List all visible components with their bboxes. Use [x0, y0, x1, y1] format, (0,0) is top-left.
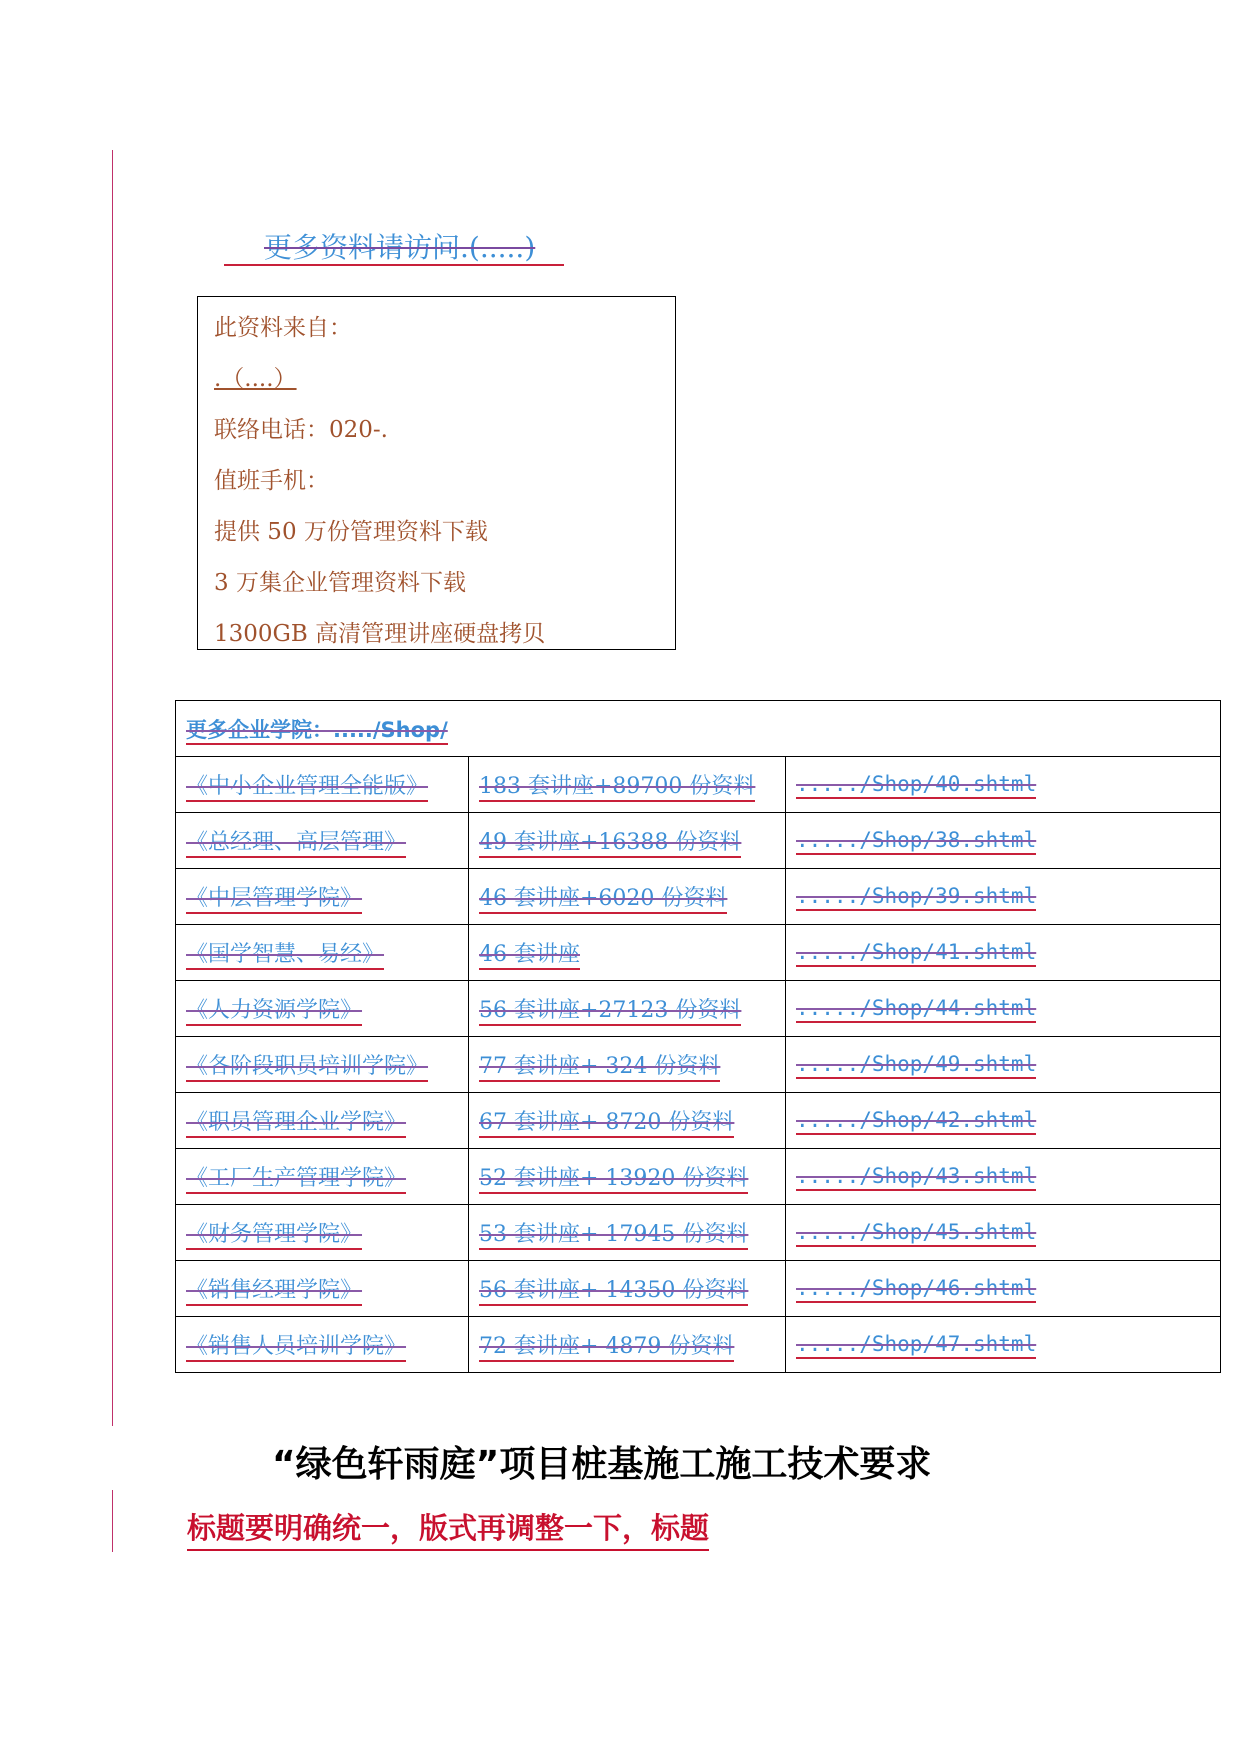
academy-name-link[interactable]: 《职员管理企业学院》	[186, 1110, 406, 1138]
academy-content-link[interactable]: 53 套讲座+ 17945 份资料	[479, 1222, 748, 1250]
table-cell	[176, 1037, 469, 1093]
table-row	[176, 757, 1221, 813]
table-cell	[469, 1317, 786, 1373]
table-cell	[176, 1149, 469, 1205]
academy-name-link[interactable]: 《销售经理学院》	[186, 1278, 362, 1306]
table-row	[176, 813, 1221, 869]
source-site-link[interactable]: .（....）	[214, 366, 297, 392]
table-cell	[786, 1205, 1221, 1261]
table-cell	[469, 757, 786, 813]
table-cell	[786, 981, 1221, 1037]
revision-margin-bar	[112, 1490, 113, 1552]
table-row	[176, 1261, 1221, 1317]
table-row	[176, 1149, 1221, 1205]
academy-content-link[interactable]: 49 套讲座+16388 份资料	[479, 830, 741, 858]
academy-name-link[interactable]: 《总经理、高层管理》	[186, 830, 406, 858]
table-cell	[469, 1093, 786, 1149]
table-cell	[469, 869, 786, 925]
revision-margin-bar	[112, 150, 113, 1426]
table-cell	[176, 1317, 469, 1373]
source-line: 提供 50 万份管理资料下载	[214, 519, 488, 545]
source-line: 3 万集企业管理资料下载	[214, 570, 466, 596]
academy-url-link[interactable]: ...../Shop/47.shtml	[796, 1332, 1036, 1359]
table-cell	[786, 925, 1221, 981]
academy-name-link[interactable]: 《各阶段职员培训学院》	[186, 1054, 428, 1082]
academy-name-link[interactable]: 《财务管理学院》	[186, 1222, 362, 1250]
academy-name-link[interactable]: 《中层管理学院》	[186, 886, 362, 914]
academy-shop-link[interactable]: 更多企业学院：...../Shop/	[186, 718, 448, 745]
academy-content-link[interactable]: 56 套讲座+27123 份资料	[479, 998, 741, 1026]
table-row	[176, 869, 1221, 925]
table-cell	[176, 869, 469, 925]
document-title: “绿色轩雨庭”项目桩基施工施工技术要求	[272, 1444, 932, 1485]
visit-link[interactable]: 更多资料请访问.(.....)	[264, 231, 536, 264]
academy-name-link[interactable]: 《国学智慧、易经》	[186, 942, 384, 970]
academy-content-link[interactable]: 77 套讲座+ 324 份资料	[479, 1054, 720, 1082]
table-row	[176, 981, 1221, 1037]
revision-comment: 标题要明确统一，版式再调整一下，标题	[187, 1506, 709, 1551]
academy-name-link[interactable]: 《销售人员培训学院》	[186, 1334, 406, 1362]
source-line: 值班手机：	[214, 468, 329, 494]
table-cell	[786, 1261, 1221, 1317]
table-row	[176, 1093, 1221, 1149]
academy-url-link[interactable]: ...../Shop/41.shtml	[796, 940, 1036, 967]
table-cell	[469, 813, 786, 869]
table-cell	[176, 813, 469, 869]
academy-content-link[interactable]: 46 套讲座	[479, 942, 580, 970]
table-cell	[786, 1093, 1221, 1149]
table-row	[176, 925, 1221, 981]
table-cell	[176, 1093, 469, 1149]
academy-url-link[interactable]: ...../Shop/38.shtml	[796, 828, 1036, 855]
table-cell	[786, 1037, 1221, 1093]
table-header-row	[176, 701, 1221, 757]
table-cell	[176, 1205, 469, 1261]
academy-url-link[interactable]: ...../Shop/39.shtml	[796, 884, 1036, 911]
academy-content-link[interactable]: 67 套讲座+ 8720 份资料	[479, 1110, 734, 1138]
table-cell	[469, 925, 786, 981]
academy-name-link[interactable]: 《工厂生产管理学院》	[186, 1166, 406, 1194]
table-cell	[469, 1037, 786, 1093]
academy-content-link[interactable]: 52 套讲座+ 13920 份资料	[479, 1166, 748, 1194]
table-cell	[469, 1149, 786, 1205]
source-line: 1300GB 高清管理讲座硬盘拷贝	[214, 621, 546, 647]
academy-table	[175, 700, 1221, 1373]
academy-url-link[interactable]: ...../Shop/40.shtml	[796, 772, 1036, 799]
table-row	[176, 1037, 1221, 1093]
table-cell	[176, 757, 469, 813]
table-row	[176, 1205, 1221, 1261]
academy-content-link[interactable]: 183 套讲座+89700 份资料	[479, 774, 755, 802]
table-cell	[176, 1261, 469, 1317]
academy-content-link[interactable]: 72 套讲座+ 4879 份资料	[479, 1334, 734, 1362]
table-cell	[786, 757, 1221, 813]
academy-name-link[interactable]: 《人力资源学院》	[186, 998, 362, 1026]
table-cell	[786, 813, 1221, 869]
table-cell	[786, 869, 1221, 925]
table-cell	[786, 1149, 1221, 1205]
table-cell	[786, 1317, 1221, 1373]
table-cell	[176, 981, 469, 1037]
table-cell	[469, 1205, 786, 1261]
academy-url-link[interactable]: ...../Shop/42.shtml	[796, 1108, 1036, 1135]
source-info-box	[197, 296, 676, 650]
table-cell	[469, 981, 786, 1037]
academy-url-link[interactable]: ...../Shop/49.shtml	[796, 1052, 1036, 1079]
source-line: 此资料来自：	[214, 315, 352, 341]
academy-name-link[interactable]: 《中小企业管理全能版》	[186, 774, 428, 802]
table-cell	[176, 925, 469, 981]
source-line: 联络电话：020-.	[214, 417, 388, 443]
academy-url-link[interactable]: ...../Shop/43.shtml	[796, 1164, 1036, 1191]
table-cell	[469, 1261, 786, 1317]
academy-url-link[interactable]: ...../Shop/44.shtml	[796, 996, 1036, 1023]
visit-link-underline	[224, 264, 564, 266]
academy-content-link[interactable]: 46 套讲座+6020 份资料	[479, 886, 727, 914]
academy-content-link[interactable]: 56 套讲座+ 14350 份资料	[479, 1278, 748, 1306]
academy-url-link[interactable]: ...../Shop/45.shtml	[796, 1220, 1036, 1247]
table-row	[176, 1317, 1221, 1373]
academy-url-link[interactable]: ...../Shop/46.shtml	[796, 1276, 1036, 1303]
